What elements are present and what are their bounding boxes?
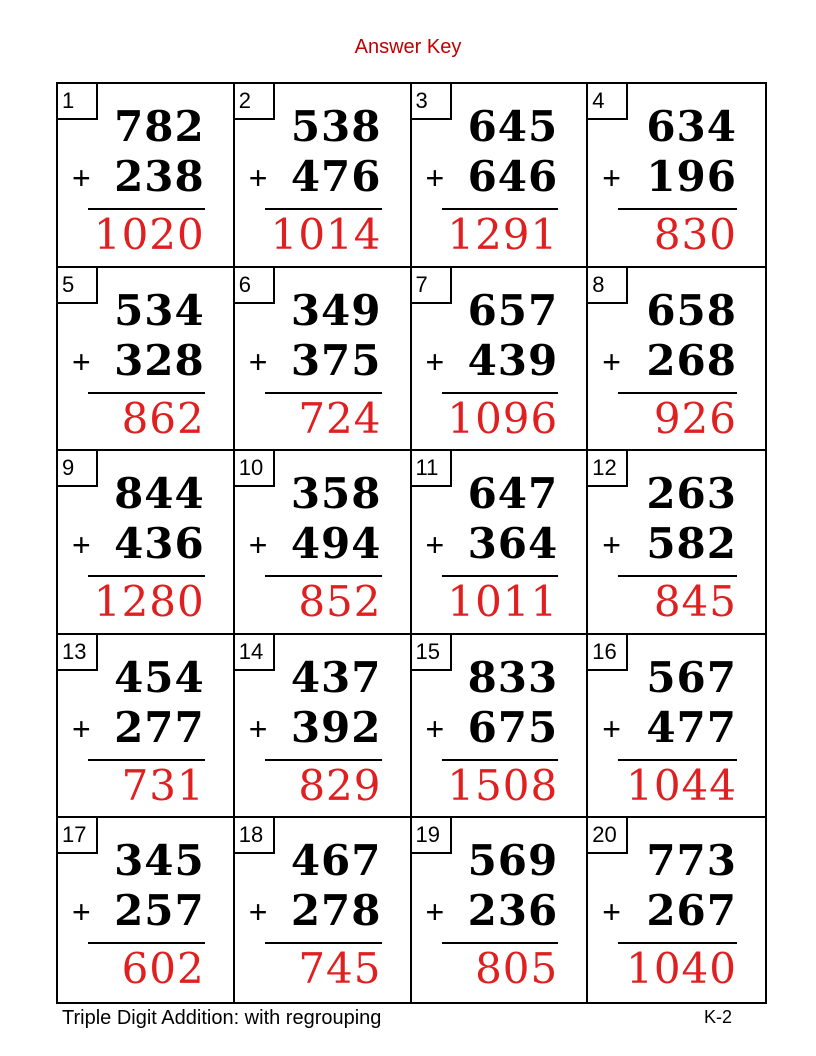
problem-number: 2 xyxy=(235,84,275,120)
problem-cell xyxy=(412,818,589,1002)
top-addend: 358 xyxy=(290,469,382,519)
bottom-addend: 646 xyxy=(467,152,559,201)
plus-sign: + xyxy=(72,894,91,931)
answer: 862 xyxy=(121,393,205,443)
problem-cell xyxy=(58,818,235,1002)
problem-number: 5 xyxy=(58,268,98,304)
top-addend: 263 xyxy=(646,469,737,519)
page-title: Answer Key xyxy=(354,36,462,58)
top-addend: 634 xyxy=(646,102,737,151)
problem-number: 15 xyxy=(412,635,452,671)
bottom-addend: 238 xyxy=(114,152,205,201)
bottom-addend: 196 xyxy=(646,152,737,201)
top-addend: 349 xyxy=(290,285,382,335)
problem-number: 6 xyxy=(235,268,275,304)
plus-sign: + xyxy=(248,527,268,564)
plus-sign: + xyxy=(602,160,621,196)
answer: 852 xyxy=(298,577,382,627)
bottom-addend: 439 xyxy=(467,335,559,385)
top-addend: 534 xyxy=(114,285,205,335)
problem-cell xyxy=(58,451,235,635)
problem-number: 17 xyxy=(58,818,98,854)
answer: 926 xyxy=(653,393,737,443)
problem-cell xyxy=(235,268,412,452)
answer: 1014 xyxy=(270,210,382,259)
answer: 1280 xyxy=(93,577,205,627)
answer: 745 xyxy=(298,944,382,994)
top-addend: 567 xyxy=(646,652,737,702)
problem-cell xyxy=(58,268,235,452)
answer: 1508 xyxy=(447,760,559,810)
plus-sign: + xyxy=(248,894,268,931)
problem-cell xyxy=(235,84,412,268)
bottom-addend: 364 xyxy=(467,519,559,569)
problem-number: 9 xyxy=(58,451,98,487)
problem-number: 8 xyxy=(588,268,628,304)
bottom-addend: 375 xyxy=(290,335,382,385)
problem-cell xyxy=(412,84,589,268)
answer: 830 xyxy=(653,210,737,259)
bottom-addend: 257 xyxy=(114,886,205,936)
problem-number: 7 xyxy=(412,268,452,304)
top-addend: 454 xyxy=(114,652,205,702)
answer: 829 xyxy=(298,760,382,810)
top-addend: 467 xyxy=(290,836,382,886)
bottom-addend: 278 xyxy=(290,886,382,936)
top-addend: 657 xyxy=(467,285,559,335)
bottom-addend: 582 xyxy=(646,519,737,569)
answer: 1096 xyxy=(447,393,559,443)
bottom-addend: 268 xyxy=(646,335,737,385)
bottom-addend: 494 xyxy=(290,519,382,569)
plus-sign: + xyxy=(602,894,621,931)
top-addend: 645 xyxy=(467,102,559,151)
top-addend: 569 xyxy=(467,836,559,886)
answer: 1011 xyxy=(447,577,559,627)
top-addend: 647 xyxy=(467,469,559,519)
bottom-addend: 392 xyxy=(290,702,382,752)
top-addend: 782 xyxy=(114,102,205,151)
answer: 731 xyxy=(121,760,205,810)
bottom-addend: 277 xyxy=(114,702,205,752)
problem-cell xyxy=(588,84,765,268)
top-addend: 833 xyxy=(467,652,559,702)
top-addend: 844 xyxy=(114,469,205,519)
worksheet-title: Triple Digit Addition: with regrouping xyxy=(62,1007,382,1029)
answer: 602 xyxy=(121,944,205,994)
problem-number: 20 xyxy=(588,818,628,854)
grade-level: K-2 xyxy=(704,1007,733,1027)
problem-cell xyxy=(588,818,765,1002)
answer: 724 xyxy=(298,393,382,443)
problem-number: 4 xyxy=(588,84,628,120)
top-addend: 658 xyxy=(646,285,737,335)
bottom-addend: 477 xyxy=(646,702,737,752)
plus-sign: + xyxy=(72,710,91,747)
bottom-addend: 328 xyxy=(114,335,205,385)
problem-cell xyxy=(235,818,412,1002)
plus-sign: + xyxy=(425,527,445,564)
plus-sign: + xyxy=(425,894,445,931)
top-addend: 437 xyxy=(290,652,382,702)
problem-cell xyxy=(588,635,765,819)
bottom-addend: 436 xyxy=(114,519,205,569)
plus-sign: + xyxy=(248,710,268,747)
plus-sign: + xyxy=(248,160,268,196)
plus-sign: + xyxy=(602,710,621,747)
plus-sign: + xyxy=(248,343,268,380)
problem-cell xyxy=(58,635,235,819)
answer: 845 xyxy=(653,577,737,627)
problem-cell xyxy=(412,268,589,452)
bottom-addend: 675 xyxy=(467,702,559,752)
top-addend: 538 xyxy=(290,102,382,151)
problem-number: 10 xyxy=(235,451,275,487)
plus-sign: + xyxy=(425,343,445,380)
answer: 1040 xyxy=(626,944,737,994)
top-addend: 773 xyxy=(646,836,737,886)
problem-cell xyxy=(235,635,412,819)
plus-sign: + xyxy=(602,527,621,564)
answer: 1044 xyxy=(626,760,737,810)
problem-cell xyxy=(412,451,589,635)
top-addend: 345 xyxy=(114,836,205,886)
bottom-addend: 267 xyxy=(646,886,737,936)
problem-cell xyxy=(412,635,589,819)
problem-number: 11 xyxy=(412,451,452,487)
problem-cell xyxy=(235,451,412,635)
bottom-addend: 476 xyxy=(290,152,382,201)
problem-grid xyxy=(56,82,767,1004)
problem-number: 14 xyxy=(235,635,275,671)
bottom-addend: 236 xyxy=(467,886,559,936)
problem-number: 13 xyxy=(58,635,98,671)
problem-number: 16 xyxy=(588,635,628,671)
problem-cell xyxy=(58,84,235,268)
problem-cell xyxy=(588,451,765,635)
problem-number: 3 xyxy=(412,84,452,120)
problem-cell xyxy=(588,268,765,452)
answer: 805 xyxy=(475,944,559,994)
problem-number: 12 xyxy=(588,451,628,487)
problem-number: 18 xyxy=(235,818,275,854)
plus-sign: + xyxy=(602,343,621,380)
plus-sign: + xyxy=(72,527,91,564)
problem-number: 1 xyxy=(58,84,98,120)
problem-number: 19 xyxy=(412,818,452,854)
plus-sign: + xyxy=(425,160,445,196)
answer: 1020 xyxy=(93,210,205,259)
plus-sign: + xyxy=(72,160,91,196)
plus-sign: + xyxy=(72,343,91,380)
plus-sign: + xyxy=(425,710,445,747)
answer: 1291 xyxy=(447,210,559,259)
